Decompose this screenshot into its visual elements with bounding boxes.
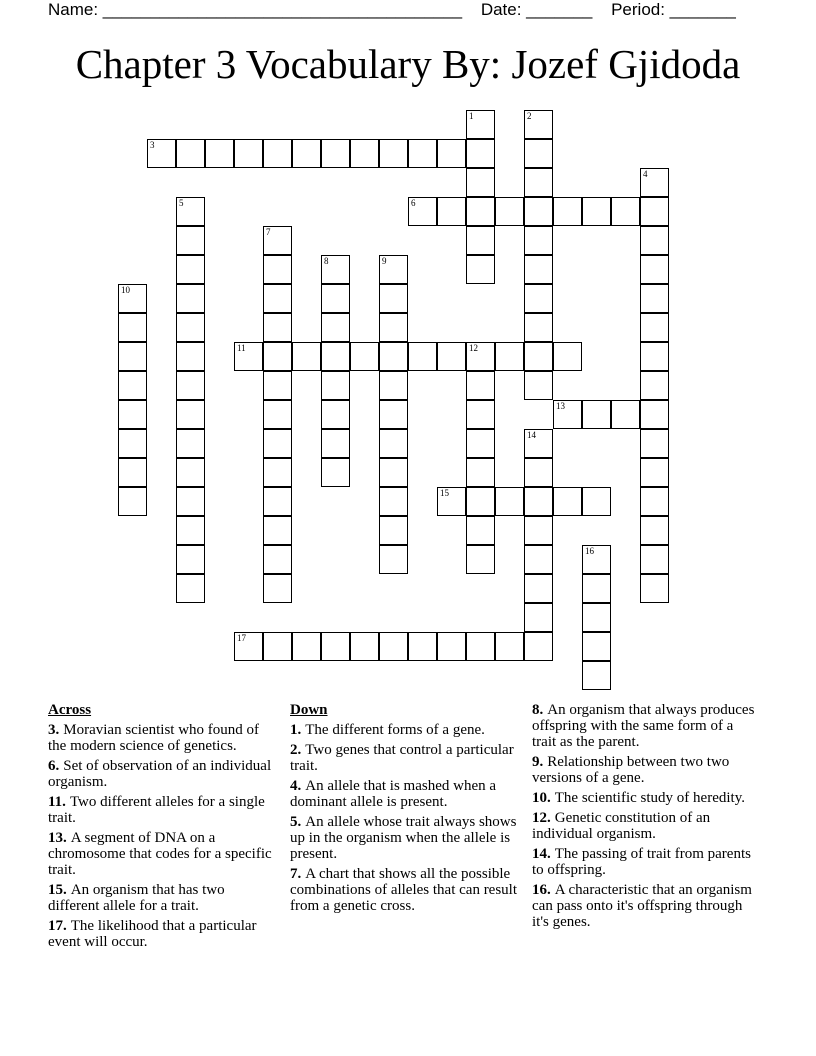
crossword-cell[interactable] — [582, 574, 611, 603]
crossword-cell[interactable] — [495, 632, 524, 661]
crossword-cell[interactable] — [176, 342, 205, 371]
crossword-cell[interactable] — [524, 371, 553, 400]
clue-number: 14 — [527, 430, 536, 440]
crossword-cell[interactable] — [582, 545, 611, 574]
crossword-cell[interactable] — [176, 574, 205, 603]
crossword-cell[interactable] — [466, 516, 495, 545]
crossword-cell[interactable] — [234, 632, 263, 661]
crossword-cell[interactable] — [176, 226, 205, 255]
crossword-cell[interactable] — [379, 284, 408, 313]
down-clue — [532, 702, 760, 750]
down-clue — [532, 754, 760, 786]
crossword-cell[interactable] — [466, 342, 495, 371]
crossword-cell[interactable] — [640, 516, 669, 545]
crossword-cell[interactable] — [466, 168, 495, 197]
crossword-cell[interactable] — [553, 487, 582, 516]
across-clues-column — [48, 702, 276, 954]
crossword-cell[interactable] — [524, 255, 553, 284]
clue-text: The different forms of a gene. — [305, 722, 485, 738]
crossword-cell[interactable] — [379, 371, 408, 400]
clue-text: The likelihood that a particular event will occur. — [48, 918, 257, 950]
crossword-cell[interactable] — [640, 545, 669, 574]
crossword-cell[interactable] — [176, 487, 205, 516]
down-clue — [532, 790, 760, 806]
crossword-cell[interactable] — [466, 458, 495, 487]
crossword-cell[interactable] — [321, 371, 350, 400]
crossword-cell[interactable] — [118, 487, 147, 516]
crossword-cell[interactable] — [205, 139, 234, 168]
crossword-cell[interactable] — [437, 139, 466, 168]
clue-number: 7 — [266, 227, 271, 237]
clue-number-label: 6. — [48, 758, 60, 774]
crossword-cell[interactable] — [350, 139, 379, 168]
crossword-cell[interactable] — [379, 458, 408, 487]
clue-number-label: 8. — [532, 702, 544, 718]
name-field[interactable]: Name: ______________________________________ — [48, 0, 463, 19]
crossword-cell[interactable] — [379, 255, 408, 284]
crossword-cell[interactable] — [176, 400, 205, 429]
crossword-cell[interactable] — [466, 487, 495, 516]
crossword-cell[interactable] — [495, 342, 524, 371]
down-clue — [290, 722, 522, 738]
down-heading: Down — [290, 702, 328, 718]
clue-number: 12 — [469, 343, 478, 353]
crossword-cell[interactable] — [263, 516, 292, 545]
crossword-cell[interactable] — [582, 400, 611, 429]
crossword-cell[interactable] — [321, 284, 350, 313]
down-clue — [290, 814, 522, 862]
across-heading: Across — [48, 702, 92, 718]
crossword-cell[interactable] — [263, 255, 292, 284]
crossword-cell[interactable] — [437, 487, 466, 516]
crossword-cell[interactable] — [640, 400, 669, 429]
down-clues-column — [290, 702, 522, 918]
clue-number: 17 — [237, 633, 246, 643]
crossword-cell[interactable] — [408, 342, 437, 371]
down-clues-continued-column — [532, 702, 760, 934]
crossword-cell[interactable] — [408, 139, 437, 168]
crossword-cell[interactable] — [234, 139, 263, 168]
clue-text: An organism that has two different allele for a trait. — [48, 882, 225, 914]
crossword-cell[interactable] — [379, 429, 408, 458]
crossword-cell[interactable] — [379, 342, 408, 371]
crossword-cell[interactable] — [321, 429, 350, 458]
crossword-cell[interactable] — [524, 603, 553, 632]
crossword-cell[interactable] — [263, 574, 292, 603]
crossword-cell[interactable] — [466, 226, 495, 255]
crossword-cell[interactable] — [640, 168, 669, 197]
clue-number-label: 9. — [532, 754, 544, 770]
crossword-cell[interactable] — [379, 632, 408, 661]
crossword-cell[interactable] — [640, 197, 669, 226]
crossword-cell[interactable] — [263, 487, 292, 516]
crossword-cell[interactable] — [350, 632, 379, 661]
crossword-cell[interactable] — [321, 313, 350, 342]
crossword-cell[interactable] — [495, 197, 524, 226]
crossword-cell[interactable] — [176, 516, 205, 545]
crossword-cell[interactable] — [524, 110, 553, 139]
crossword-cell[interactable] — [640, 226, 669, 255]
crossword-cell[interactable] — [263, 284, 292, 313]
crossword-cell[interactable] — [263, 545, 292, 574]
clue-number-label: 12. — [532, 810, 551, 826]
date-field[interactable]: Date: _______ — [480, 0, 593, 19]
crossword-cell[interactable] — [118, 313, 147, 342]
crossword-cell[interactable] — [263, 226, 292, 255]
crossword-cell[interactable] — [524, 226, 553, 255]
clue-number: 4 — [643, 169, 648, 179]
clue-text: The scientific study of heredity. — [554, 790, 745, 806]
crossword-cell[interactable] — [582, 603, 611, 632]
crossword-cell[interactable] — [524, 197, 553, 226]
crossword-cell[interactable] — [524, 342, 553, 371]
crossword-cell[interactable] — [176, 197, 205, 226]
crossword-cell[interactable] — [640, 255, 669, 284]
crossword-cell[interactable] — [263, 400, 292, 429]
crossword-cell[interactable] — [640, 574, 669, 603]
clue-text: Set of observation of an individual organism. — [48, 758, 272, 790]
crossword-cell[interactable] — [118, 371, 147, 400]
crossword-cell[interactable] — [321, 255, 350, 284]
crossword-cell[interactable] — [582, 632, 611, 661]
crossword-cell[interactable] — [524, 458, 553, 487]
clue-number-label: 15. — [48, 882, 67, 898]
crossword-cell[interactable] — [640, 429, 669, 458]
crossword-cell[interactable] — [640, 313, 669, 342]
clue-number-label: 5. — [290, 814, 302, 830]
crossword-cell[interactable] — [379, 545, 408, 574]
crossword-cell[interactable] — [176, 429, 205, 458]
clue-number: 3 — [150, 140, 155, 150]
clue-number-label: 4. — [290, 778, 302, 794]
crossword-cell[interactable] — [437, 197, 466, 226]
clue-text: Moravian scientist who found of the modern science of genetics. — [48, 722, 260, 754]
clue-number: 1 — [469, 111, 474, 121]
crossword-cell[interactable] — [118, 284, 147, 313]
crossword-cell[interactable] — [118, 458, 147, 487]
clue-number-label: 10. — [532, 790, 551, 806]
crossword-cell[interactable] — [582, 487, 611, 516]
crossword-cell[interactable] — [437, 632, 466, 661]
down-clue — [532, 882, 760, 930]
clue-text: Two different alleles for a single trait. — [48, 794, 265, 826]
crossword-cell[interactable] — [379, 516, 408, 545]
crossword-cell[interactable] — [263, 371, 292, 400]
crossword-cell[interactable] — [234, 342, 263, 371]
crossword-cell[interactable] — [553, 197, 582, 226]
crossword-cell[interactable] — [176, 139, 205, 168]
crossword-cell[interactable] — [176, 313, 205, 342]
crossword-cell[interactable] — [379, 313, 408, 342]
crossword-cell[interactable] — [466, 371, 495, 400]
crossword-cell[interactable] — [582, 661, 611, 690]
crossword-cell[interactable] — [524, 284, 553, 313]
crossword-cell[interactable] — [524, 487, 553, 516]
crossword-cell[interactable] — [466, 197, 495, 226]
down-clue — [290, 866, 522, 914]
clue-text: Genetic constitution of an individual organism. — [532, 810, 711, 842]
crossword-cell[interactable] — [408, 632, 437, 661]
crossword-cell[interactable] — [118, 400, 147, 429]
crossword-cell[interactable] — [466, 139, 495, 168]
crossword-cell[interactable] — [263, 632, 292, 661]
clue-text: A chart that shows all the possible combinations of alleles that can result from a genetic cross. — [290, 866, 518, 914]
crossword-cell[interactable] — [524, 632, 553, 661]
crossword-cell[interactable] — [263, 429, 292, 458]
clue-number: 16 — [585, 546, 594, 556]
crossword-cell[interactable] — [321, 139, 350, 168]
crossword-cell[interactable] — [176, 284, 205, 313]
down-clue — [290, 778, 522, 810]
clue-number: 11 — [237, 343, 246, 353]
clue-text: A characteristic that an organism can pass onto it's offspring through it's genes. — [532, 882, 752, 930]
page-title: Chapter 3 Vocabulary By: Jozef Gjidoda — [75, 41, 741, 87]
crossword-cell[interactable] — [466, 110, 495, 139]
crossword-cell[interactable] — [379, 487, 408, 516]
crossword-cell[interactable] — [321, 458, 350, 487]
crossword-cell[interactable] — [524, 429, 553, 458]
crossword-cell[interactable] — [466, 400, 495, 429]
across-clue — [48, 918, 276, 950]
clue-text: An organism that always produces offspring with the same form of a trait as the parent. — [532, 702, 755, 750]
crossword-cell[interactable] — [640, 342, 669, 371]
clue-text: Relationship between two two versions of a gene. — [532, 754, 730, 786]
crossword-cell[interactable] — [263, 342, 292, 371]
clue-number-label: 1. — [290, 722, 302, 738]
clue-number: 15 — [440, 488, 449, 498]
clue-number-label: 17. — [48, 918, 67, 934]
crossword-cell[interactable] — [292, 342, 321, 371]
down-clue — [290, 742, 522, 774]
down-clue — [532, 810, 760, 842]
crossword-cell[interactable] — [611, 400, 640, 429]
crossword-cell[interactable] — [147, 139, 176, 168]
clue-number: 2 — [527, 111, 532, 121]
crossword-cell[interactable] — [611, 197, 640, 226]
crossword-cell[interactable] — [263, 458, 292, 487]
clue-text: An allele whose trait always shows up in the organism when the allele is present. — [290, 814, 517, 862]
crossword-cell[interactable] — [466, 632, 495, 661]
crossword-cell[interactable] — [640, 487, 669, 516]
crossword-cell[interactable] — [524, 516, 553, 545]
crossword-cell[interactable] — [292, 139, 321, 168]
crossword-cell[interactable] — [524, 574, 553, 603]
crossword-cell[interactable] — [466, 545, 495, 574]
clue-number-label: 16. — [532, 882, 551, 898]
crossword-cell[interactable] — [263, 313, 292, 342]
crossword-cell[interactable] — [379, 139, 408, 168]
across-clue — [48, 794, 276, 826]
clue-text: The passing of trait from parents to offspring. — [532, 846, 751, 878]
crossword-cell[interactable] — [495, 487, 524, 516]
clue-number: 9 — [382, 256, 387, 266]
crossword-cell[interactable] — [176, 545, 205, 574]
crossword-cell[interactable] — [553, 342, 582, 371]
crossword-cell[interactable] — [176, 255, 205, 284]
clue-text: A segment of DNA on a chromosome that codes for a specific trait. — [48, 830, 272, 878]
across-clue — [48, 830, 276, 878]
clue-number: 5 — [179, 198, 184, 208]
crossword-cell[interactable] — [118, 342, 147, 371]
crossword-cell[interactable] — [118, 429, 147, 458]
crossword-cell[interactable] — [321, 400, 350, 429]
crossword-cell[interactable] — [524, 545, 553, 574]
clue-text: Two genes that control a particular trait. — [290, 742, 514, 774]
across-clue — [48, 882, 276, 914]
crossword-cell[interactable] — [379, 400, 408, 429]
crossword-cell[interactable] — [524, 139, 553, 168]
clue-number-label: 11. — [48, 794, 66, 810]
down-clue — [532, 846, 760, 878]
crossword-cell[interactable] — [466, 255, 495, 284]
crossword-cell[interactable] — [524, 168, 553, 197]
clue-number: 8 — [324, 256, 329, 266]
clue-number-label: 3. — [48, 722, 60, 738]
clue-text: An allele that is mashed when a dominant allele is present. — [290, 778, 497, 810]
clue-number-label: 13. — [48, 830, 67, 846]
crossword-cell[interactable] — [524, 313, 553, 342]
crossword-cell[interactable] — [350, 342, 379, 371]
period-field[interactable]: Period: _______ — [611, 0, 736, 19]
crossword-cell[interactable] — [640, 458, 669, 487]
clue-number-label: 7. — [290, 866, 302, 882]
crossword-cell[interactable] — [176, 371, 205, 400]
crossword-cell[interactable] — [553, 400, 582, 429]
crossword-cell[interactable] — [176, 458, 205, 487]
crossword-cell[interactable] — [292, 632, 321, 661]
crossword-cell[interactable] — [466, 429, 495, 458]
crossword-cell[interactable] — [408, 197, 437, 226]
crossword-cell[interactable] — [640, 371, 669, 400]
across-clue — [48, 722, 276, 754]
clue-number-label: 14. — [532, 846, 551, 862]
crossword-cell[interactable] — [582, 197, 611, 226]
crossword-cell[interactable] — [437, 342, 466, 371]
clue-number: 13 — [556, 401, 565, 411]
crossword-cell[interactable] — [263, 139, 292, 168]
crossword-cell[interactable] — [321, 632, 350, 661]
clue-number: 10 — [121, 285, 130, 295]
clue-number: 6 — [411, 198, 416, 208]
crossword-cell[interactable] — [321, 342, 350, 371]
across-clue — [48, 758, 276, 790]
clue-number-label: 2. — [290, 742, 302, 758]
crossword-cell[interactable] — [640, 284, 669, 313]
